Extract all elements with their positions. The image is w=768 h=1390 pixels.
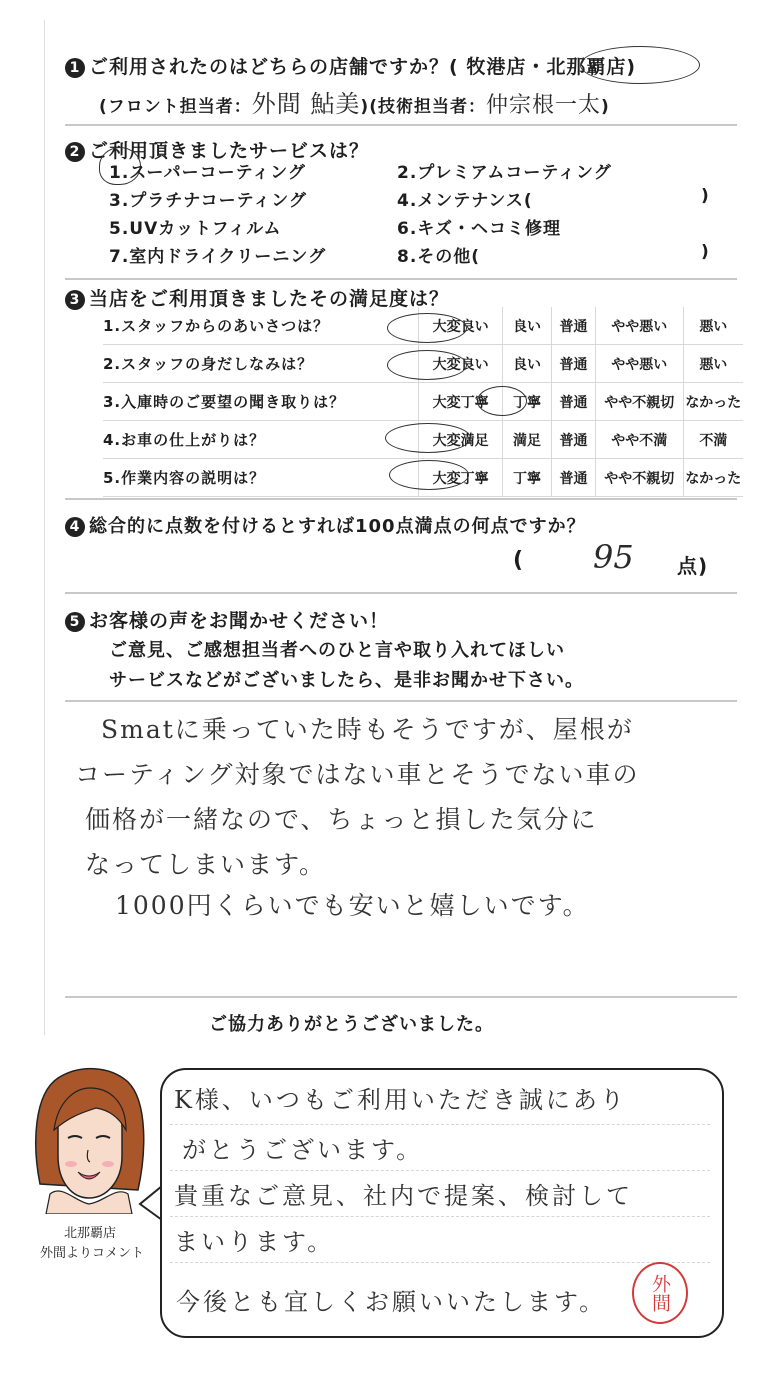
rating-option: なかった xyxy=(683,383,743,421)
rating-option: 大変丁寧 xyxy=(419,383,503,421)
q4-number: 4 xyxy=(65,517,85,537)
separator xyxy=(65,996,737,998)
rating-label: 2.スタッフの身だしなみは？ xyxy=(103,345,419,383)
q1-close: ) xyxy=(626,56,637,78)
survey-card xyxy=(44,20,743,1035)
rating-label: 1.スタッフからのあいさつは？ xyxy=(103,307,419,345)
q1-question xyxy=(65,52,636,79)
staff-avatar xyxy=(28,1064,150,1214)
rating-selection-circle xyxy=(387,313,467,343)
service-2: 2.プレミアムコーティング xyxy=(397,163,612,183)
rating-option: やや不親切 xyxy=(595,383,683,421)
service-7: 7.室内ドライクリーニング xyxy=(109,247,327,267)
q3-text: 当店をご利用頂きましたその満足度は？ xyxy=(89,288,450,310)
separator xyxy=(65,592,737,594)
rating-selection-circle xyxy=(387,350,467,380)
rating-option: やや悪い xyxy=(595,345,683,383)
reply-line: K様、いつもご利用いただき誠にあり xyxy=(174,1086,627,1114)
rating-option: 悪い xyxy=(683,307,743,345)
service-6: 6.キズ・ヘコミ修理 xyxy=(397,219,561,239)
q5-desc-1: ご意見、ご感想担当者へのひと言や取り入れてほしい xyxy=(109,640,565,661)
thanks-message: ご協力ありがとうございました。 xyxy=(209,1014,494,1035)
rating-option: やや不親切 xyxy=(595,459,683,497)
rating-option: 良い xyxy=(503,307,552,345)
rating-selection-circle xyxy=(477,386,527,416)
reply-line: がとうございます。 xyxy=(182,1136,424,1164)
rating-option: 大変良い xyxy=(419,307,503,345)
store-selection-circle xyxy=(580,46,700,84)
score-value: 95 xyxy=(593,538,634,576)
service-8: 8.その他( xyxy=(397,247,481,267)
staff-close: ) xyxy=(600,97,610,117)
ruled-line xyxy=(170,1170,710,1171)
tech-staff-name: 仲宗根一太 xyxy=(485,93,601,118)
q1-store-makiminato: 牧港店 xyxy=(466,56,527,78)
rating-option: 不満 xyxy=(683,421,743,459)
q4-open: ( xyxy=(513,548,525,573)
rating-label: 5.作業内容の説明は？ xyxy=(103,459,419,497)
rating-option: 大変丁寧 xyxy=(419,459,503,497)
tech-staff-label: )(技術担当者： xyxy=(360,97,486,117)
service-5: 5.UVカットフィルム xyxy=(109,219,282,239)
front-staff-label: (フロント担当者： xyxy=(99,97,252,117)
rating-option: 大変満足 xyxy=(419,421,503,459)
reply-line: まいります。 xyxy=(174,1228,335,1256)
rating-label: 3.入庫時のご要望の聞き取りは？ xyxy=(103,383,419,421)
q4-question xyxy=(65,512,586,538)
service-4-close: ) xyxy=(701,186,710,206)
customer-comment-line: Smatに乗っていた時もそうですが、屋根が xyxy=(101,715,634,744)
q1-number: 1 xyxy=(65,58,85,78)
rating-selection-circle xyxy=(385,423,471,453)
q1-store-kitanaha: 北那覇店 xyxy=(546,56,627,78)
customer-comment-line: 価格が一緒なので、ちょっと損した気分に xyxy=(85,805,598,834)
ruled-line xyxy=(170,1262,710,1263)
separator xyxy=(65,700,737,702)
rating-option: 大変良い xyxy=(419,345,503,383)
service-3: 3.プラチナコーティング xyxy=(109,191,307,211)
name-stamp: 外間 xyxy=(632,1262,688,1324)
q5-question xyxy=(65,606,389,633)
staff-store: 北那覇店 xyxy=(63,1226,116,1241)
rating-option: 普通 xyxy=(551,459,595,497)
staff-portrait-icon xyxy=(28,1064,150,1214)
staff-caption: 外間よりコメント xyxy=(39,1246,144,1261)
q5-desc-2: サービスなどがございましたら、是非お聞かせ下さい。 xyxy=(109,670,584,691)
rating-option: 普通 xyxy=(551,421,595,459)
q5-text: お客様の声をお聞かせください！ xyxy=(89,610,390,632)
score-unit: 点) xyxy=(677,554,709,578)
q1-text: ご利用されたのはどちらの店舗ですか？( xyxy=(89,56,459,78)
separator xyxy=(65,124,737,126)
rating-option: 丁寧 xyxy=(503,459,552,497)
reply-line: 貴重なご意見、社内で提案、検討して xyxy=(174,1182,633,1210)
table-row xyxy=(103,383,743,421)
rating-option: 満足 xyxy=(503,421,552,459)
customer-comment-line: なってしまいます。 xyxy=(85,850,327,879)
ruled-line xyxy=(170,1124,710,1125)
rating-option: 普通 xyxy=(551,383,595,421)
q2-text: ご利用頂きましたサービスは？ xyxy=(89,140,370,162)
q4-text: 総合的に点数を付けるとすれば100点満点の何点ですか？ xyxy=(89,516,586,537)
rating-option: 普通 xyxy=(551,307,595,345)
q5-number: 5 xyxy=(65,612,85,632)
q2-number: 2 xyxy=(65,142,85,162)
q1-staff-line xyxy=(99,84,610,119)
customer-comment-line: 1000円くらいでも安いと嬉しいです。 xyxy=(115,891,590,920)
service-1: 1.スーパーコーティング xyxy=(109,163,306,183)
front-staff-name: 外間 鮎美 xyxy=(251,90,361,118)
reply-line: 今後とも宜しくお願いいたします。 xyxy=(176,1288,607,1316)
customer-comment-line: コーティング対象ではない車とそうでない車の xyxy=(75,760,640,789)
rating-option: やや悪い xyxy=(595,307,683,345)
service-8-close: ) xyxy=(701,242,710,262)
service-4: 4.メンテナンス( xyxy=(397,191,533,211)
rating-option: 普通 xyxy=(551,345,595,383)
rating-option: 丁寧 xyxy=(503,383,552,421)
rating-option: 悪い xyxy=(683,345,743,383)
rating-option: なかった xyxy=(683,459,743,497)
q3-number: 3 xyxy=(65,290,85,310)
rating-label: 4.お車の仕上がりは？ xyxy=(103,421,419,459)
ruled-line xyxy=(170,1216,710,1217)
rating-selection-circle xyxy=(389,460,469,490)
rating-option: やや不満 xyxy=(595,421,683,459)
separator xyxy=(65,278,737,280)
rating-option: 良い xyxy=(503,345,552,383)
q1-dot: ・ xyxy=(526,56,547,78)
separator xyxy=(65,498,737,500)
